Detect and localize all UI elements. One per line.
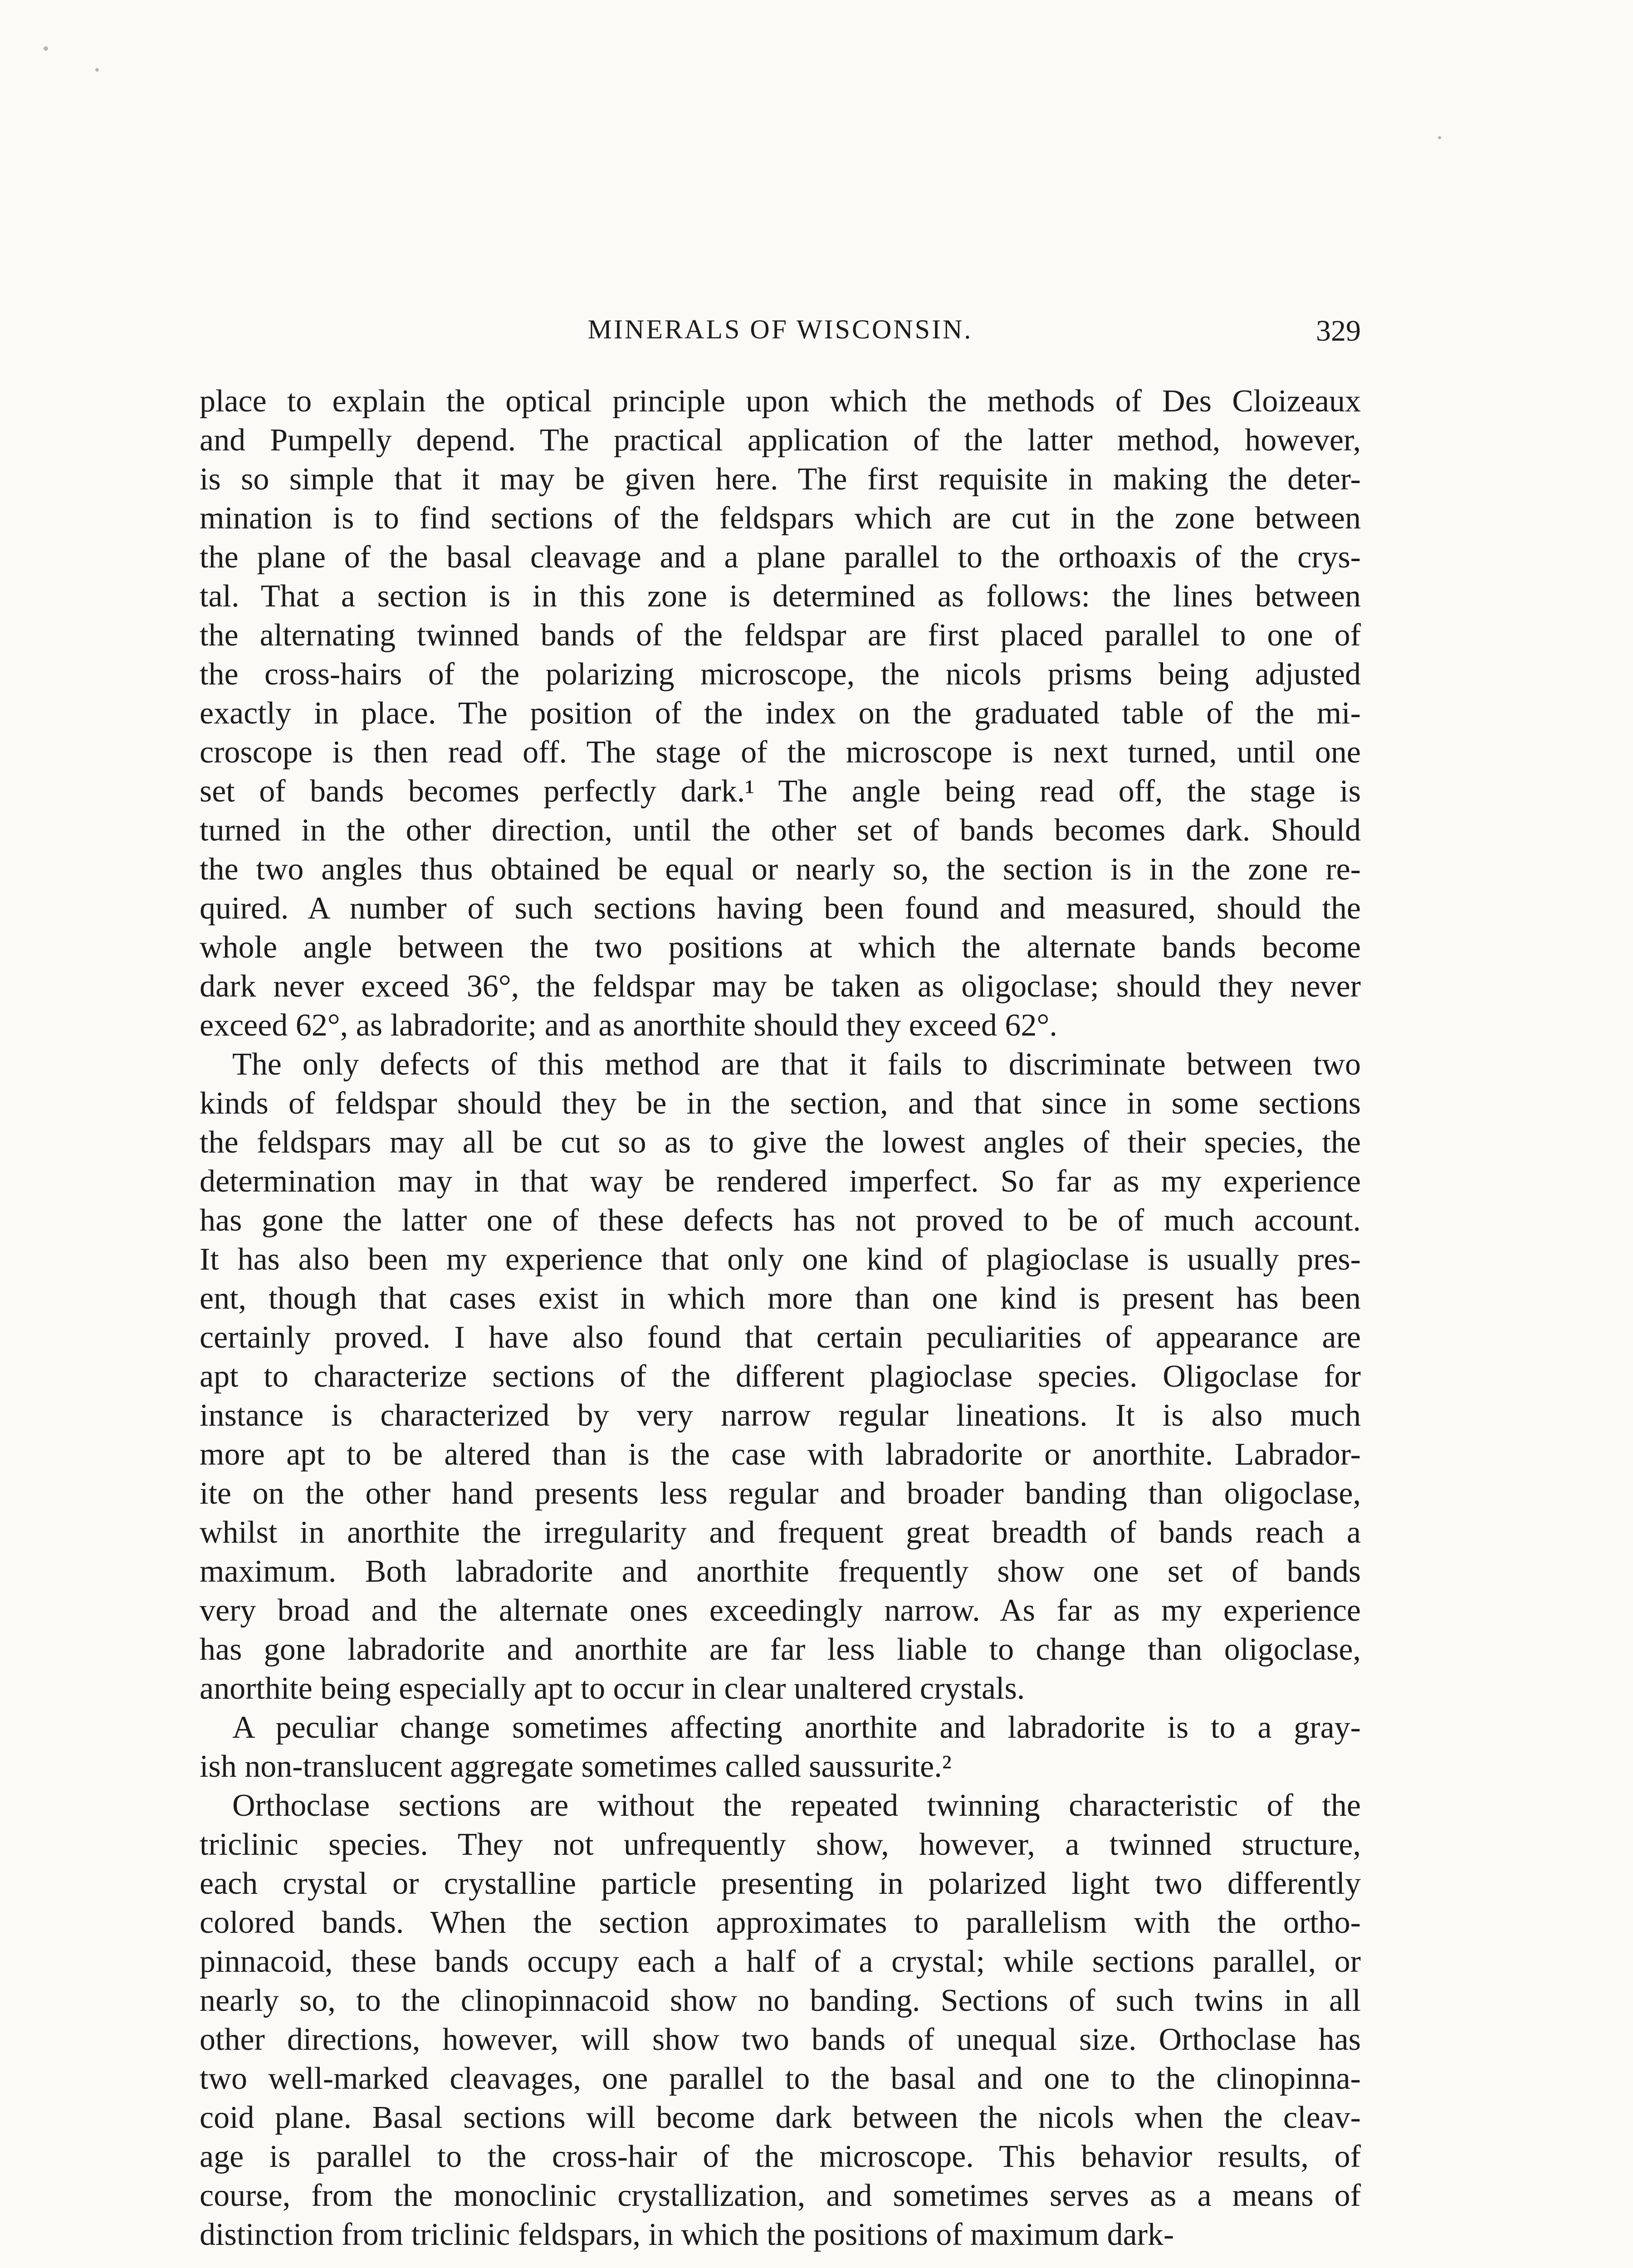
text-line: whilst in anorthite the irregularity and frequent great breadth of bands reach a [200, 1515, 1361, 1550]
text-line: anorthite being especially apt to occur in clear unaltered crystals. [200, 1671, 1025, 1706]
text-line: the two angles thus obtained be equal or nearly so, the section is in the zone re- [200, 852, 1361, 887]
body-text [200, 382, 1361, 2254]
page-number: 329 [1316, 314, 1361, 347]
text-line: exceed 62°, as labradorite; and as anorthite should they exceed 62°. [200, 1008, 1057, 1043]
text-line: nearly so, to the clinopinnacoid show no banding. Sections of such twins in all [200, 1983, 1361, 2018]
text-line: the alternating twinned bands of the feldspar are first placed parallel to one of [200, 618, 1361, 653]
text-line: colored bands. When the section approximates to parallelism with the ortho- [200, 1905, 1361, 1940]
text-line: Orthoclase sections are without the repeated twinning characteristic of the [232, 1788, 1361, 1823]
text-line: A peculiar change sometimes affecting anorthite and labradorite is to a gray- [232, 1710, 1361, 1745]
paragraph [200, 1786, 1361, 2254]
text-line: It has also been my experience that only one kind of plagioclase is usually pres- [200, 1242, 1361, 1277]
text-line: kinds of feldspar should they be in the section, and that since in some sections [200, 1086, 1361, 1121]
text-line: turned in the other direction, until the other set of bands becomes dark. Should [200, 813, 1361, 848]
text-line: ish non-translucent aggregate sometimes called saussurite.² [200, 1749, 952, 1784]
text-line: course, from the monoclinic crystallization, and sometimes serves as a means of [200, 2178, 1361, 2213]
text-line: the cross-hairs of the polarizing microscope, the nicols prisms being adjusted [200, 657, 1361, 692]
running-title: MINERALS OF WISCONSIN. [587, 314, 973, 344]
text-line: mination is to find sections of the feldspars which are cut in the zone between [200, 501, 1361, 536]
text-line: certainly proved. I have also found that certain peculiarities of appearance are [200, 1320, 1361, 1355]
text-line: quired. A number of such sections having been found and measured, should the [200, 891, 1361, 926]
text-line: dark never exceed 36°, the feldspar may be taken as oligoclase; should they never [200, 969, 1361, 1004]
text-line: each crystal or crystalline particle presenting in polarized light two differently [200, 1866, 1361, 1901]
text-line: the plane of the basal cleavage and a plane parallel to the orthoaxis of the crys- [200, 540, 1361, 575]
paragraph [200, 1708, 1361, 1786]
text-line: has gone the latter one of these defects has not proved to be of much account. [200, 1203, 1361, 1238]
text-line: pinnacoid, these bands occupy each a half of a crystal; while sections parallel, or [200, 1944, 1361, 1979]
text-line: is so simple that it may be given here. The first requisite in making the deter- [200, 462, 1361, 497]
text-line: whole angle between the two positions at which the alternate bands become [200, 930, 1361, 965]
text-line: maximum. Both labradorite and anorthite frequently show one set of bands [200, 1554, 1361, 1589]
running-head [200, 314, 1361, 359]
text-line: apt to characterize sections of the different plagioclase species. Oligoclase for [200, 1359, 1361, 1394]
text-line: more apt to be altered than is the case with labradorite or anorthite. Labrador- [200, 1437, 1361, 1472]
paragraph [200, 382, 1361, 1045]
scan-speck [44, 46, 48, 51]
text-line: tal. That a section is in this zone is determined as follows: the lines between [200, 579, 1361, 614]
text-line: two well-marked cleavages, one parallel to the basal and one to the clinopinna- [200, 2061, 1361, 2096]
text-line: determination may in that way be rendered imperfect. So far as my experience [200, 1164, 1361, 1199]
text-line: The only defects of this method are that it fails to discriminate between two [232, 1047, 1361, 1082]
text-line: the feldspars may all be cut so as to give the lowest angles of their species, the [200, 1125, 1361, 1160]
text-line: ite on the other hand presents less regular and broader banding than oligoclase, [200, 1476, 1361, 1511]
text-line: set of bands becomes perfectly dark.¹ The angle being read off, the stage is [200, 774, 1361, 809]
text-line: other directions, however, will show two bands of unequal size. Orthoclase has [200, 2022, 1361, 2057]
text-line: age is parallel to the cross-hair of the microscope. This behavior results, of [200, 2139, 1361, 2174]
text-line: triclinic species. They not unfrequently show, however, a twinned structure, [200, 1827, 1361, 1862]
paragraph [200, 1045, 1361, 1708]
text-line: coid plane. Basal sections will become dark between the nicols when the cleav- [200, 2100, 1361, 2135]
scan-speck [1438, 136, 1441, 139]
scan-speck [95, 68, 99, 72]
text-line: distinction from triclinic feldspars, in which the positions of maximum dark- [200, 2217, 1174, 2252]
text-line: very broad and the alternate ones exceedingly narrow. As far as my experience [200, 1593, 1361, 1628]
text-line: place to explain the optical principle upon which the methods of Des Cloizeaux [200, 384, 1361, 419]
text-line: instance is characterized by very narrow regular lineations. It is also much [200, 1398, 1361, 1433]
text-line: has gone labradorite and anorthite are far less liable to change than oligoclase, [200, 1632, 1361, 1667]
text-line: ent, though that cases exist in which more than one kind is present has been [200, 1281, 1361, 1316]
text-line: and Pumpelly depend. The practical application of the latter method, however, [200, 423, 1361, 458]
text-line: exactly in place. The position of the index on the graduated table of the mi- [200, 696, 1361, 731]
text-line: croscope is then read off. The stage of the microscope is next turned, until one [200, 735, 1361, 770]
